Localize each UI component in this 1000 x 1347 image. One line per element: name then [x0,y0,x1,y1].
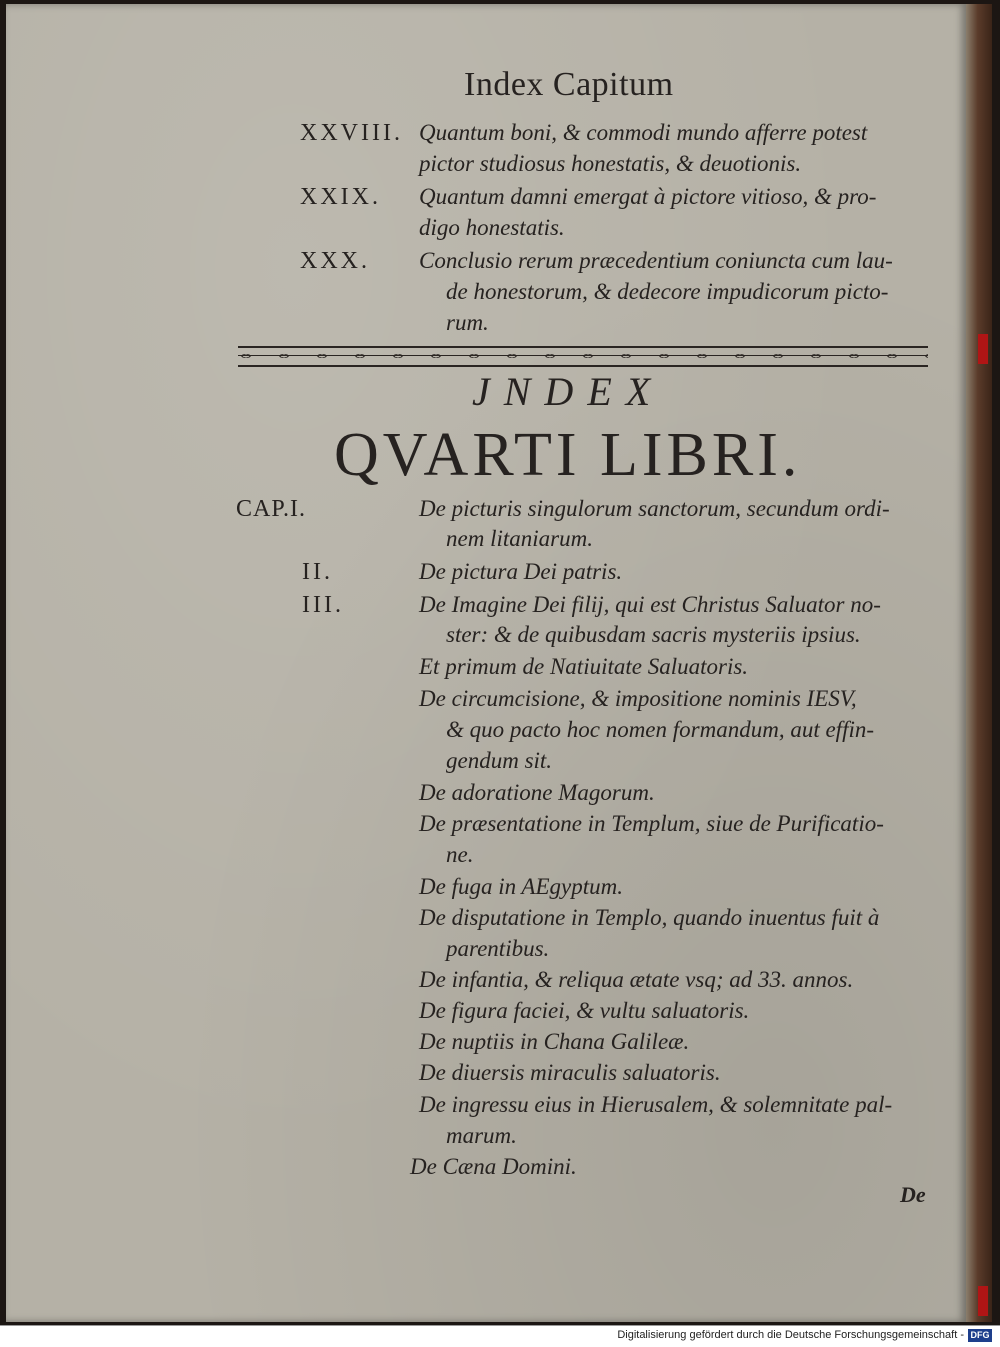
entry-line: De picturis singulorum sanctorum, secundum ordi- [419,496,890,521]
entry-line: De Cæna Domini. [410,1154,577,1179]
entry-line: rum. [446,310,489,335]
entry-numeral: III. [302,592,344,618]
entry-line: De pictura Dei patris. [419,559,623,584]
entry-line: Conclusio rerum præcedentium coniuncta cum lau- [419,248,893,273]
entry-line: de honestorum, & dedecore impudicorum picto- [446,279,889,304]
entry-line: ster: & de quibusdam sacris mysteriis ipsius. [446,622,861,647]
entry-line: & quo pacto hoc nomen formandum, aut effin- [446,717,875,742]
funding-credit: Digitalisierung gefördert durch die Deutsche Forschungsgemeinschaft - [617,1329,964,1341]
running-head: Index Capitum [464,66,674,103]
entry-line: De adoratione Magorum. [419,780,655,805]
red-edge-marker [978,1286,988,1316]
entry-line: nem litaniarum. [446,526,593,551]
index-title-line1: JNDEX [472,369,665,414]
entry-numeral: XXVIII. [300,120,403,146]
entry-line: De diuersis miraculis saluatoris. [419,1060,721,1085]
entry-line: De infantia, & reliqua ætate vsq; ad 33. annos. [419,967,854,992]
entry-line: gendum sit. [446,748,553,773]
entry-line: De fuga in AEgyptum. [419,874,623,899]
ornamental-rule [238,346,928,368]
entry-line: marum. [446,1123,517,1148]
entry-line: De disputatione in Templo, quando inuentus fuit à [419,905,880,930]
book-page-edge [966,4,992,1322]
entry-line: De Imagine Dei filij, qui est Christus Saluator no- [419,592,881,617]
book-page [6,4,966,1322]
entry-line: De ingressu eius in Hierusalem, & solemnitate pal- [419,1092,893,1117]
entry-line: Et primum de Natiuitate Saluatoris. [419,654,749,679]
entry-line: De nuptiis in Chana Galileæ. [419,1029,690,1054]
entry-line: De circumcisione, & impositione nominis IESV, [419,686,857,711]
entry-line: parentibus. [446,936,550,961]
entry-line: Quantum boni, & commodi mundo afferre potest [419,120,868,145]
entry-line: De figura faciei, & vultu saluatoris. [419,998,750,1023]
entry-line: pictor studiosus honestatis, & deuotionis. [419,151,802,176]
index-title-line2: QVARTI LIBRI. [334,421,802,489]
entry-line: digo honestatis. [419,215,565,240]
entry-line: De præsentatione in Templum, siue de Purificatio- [419,811,884,836]
digitization-footer [0,1325,1000,1347]
entry-numeral: CAP.I. [236,496,307,522]
catchword: De [900,1182,926,1207]
entry-line: ne. [446,842,474,867]
dfg-logo-icon[interactable]: DFG [968,1329,992,1342]
entry-numeral: II. [302,559,333,585]
entry-line: Quantum damni emergat à pictore vitioso, & pro- [419,184,877,209]
red-edge-marker [978,334,988,364]
entry-numeral: XXX. [300,248,370,274]
entry-numeral: XXIX. [300,184,381,210]
